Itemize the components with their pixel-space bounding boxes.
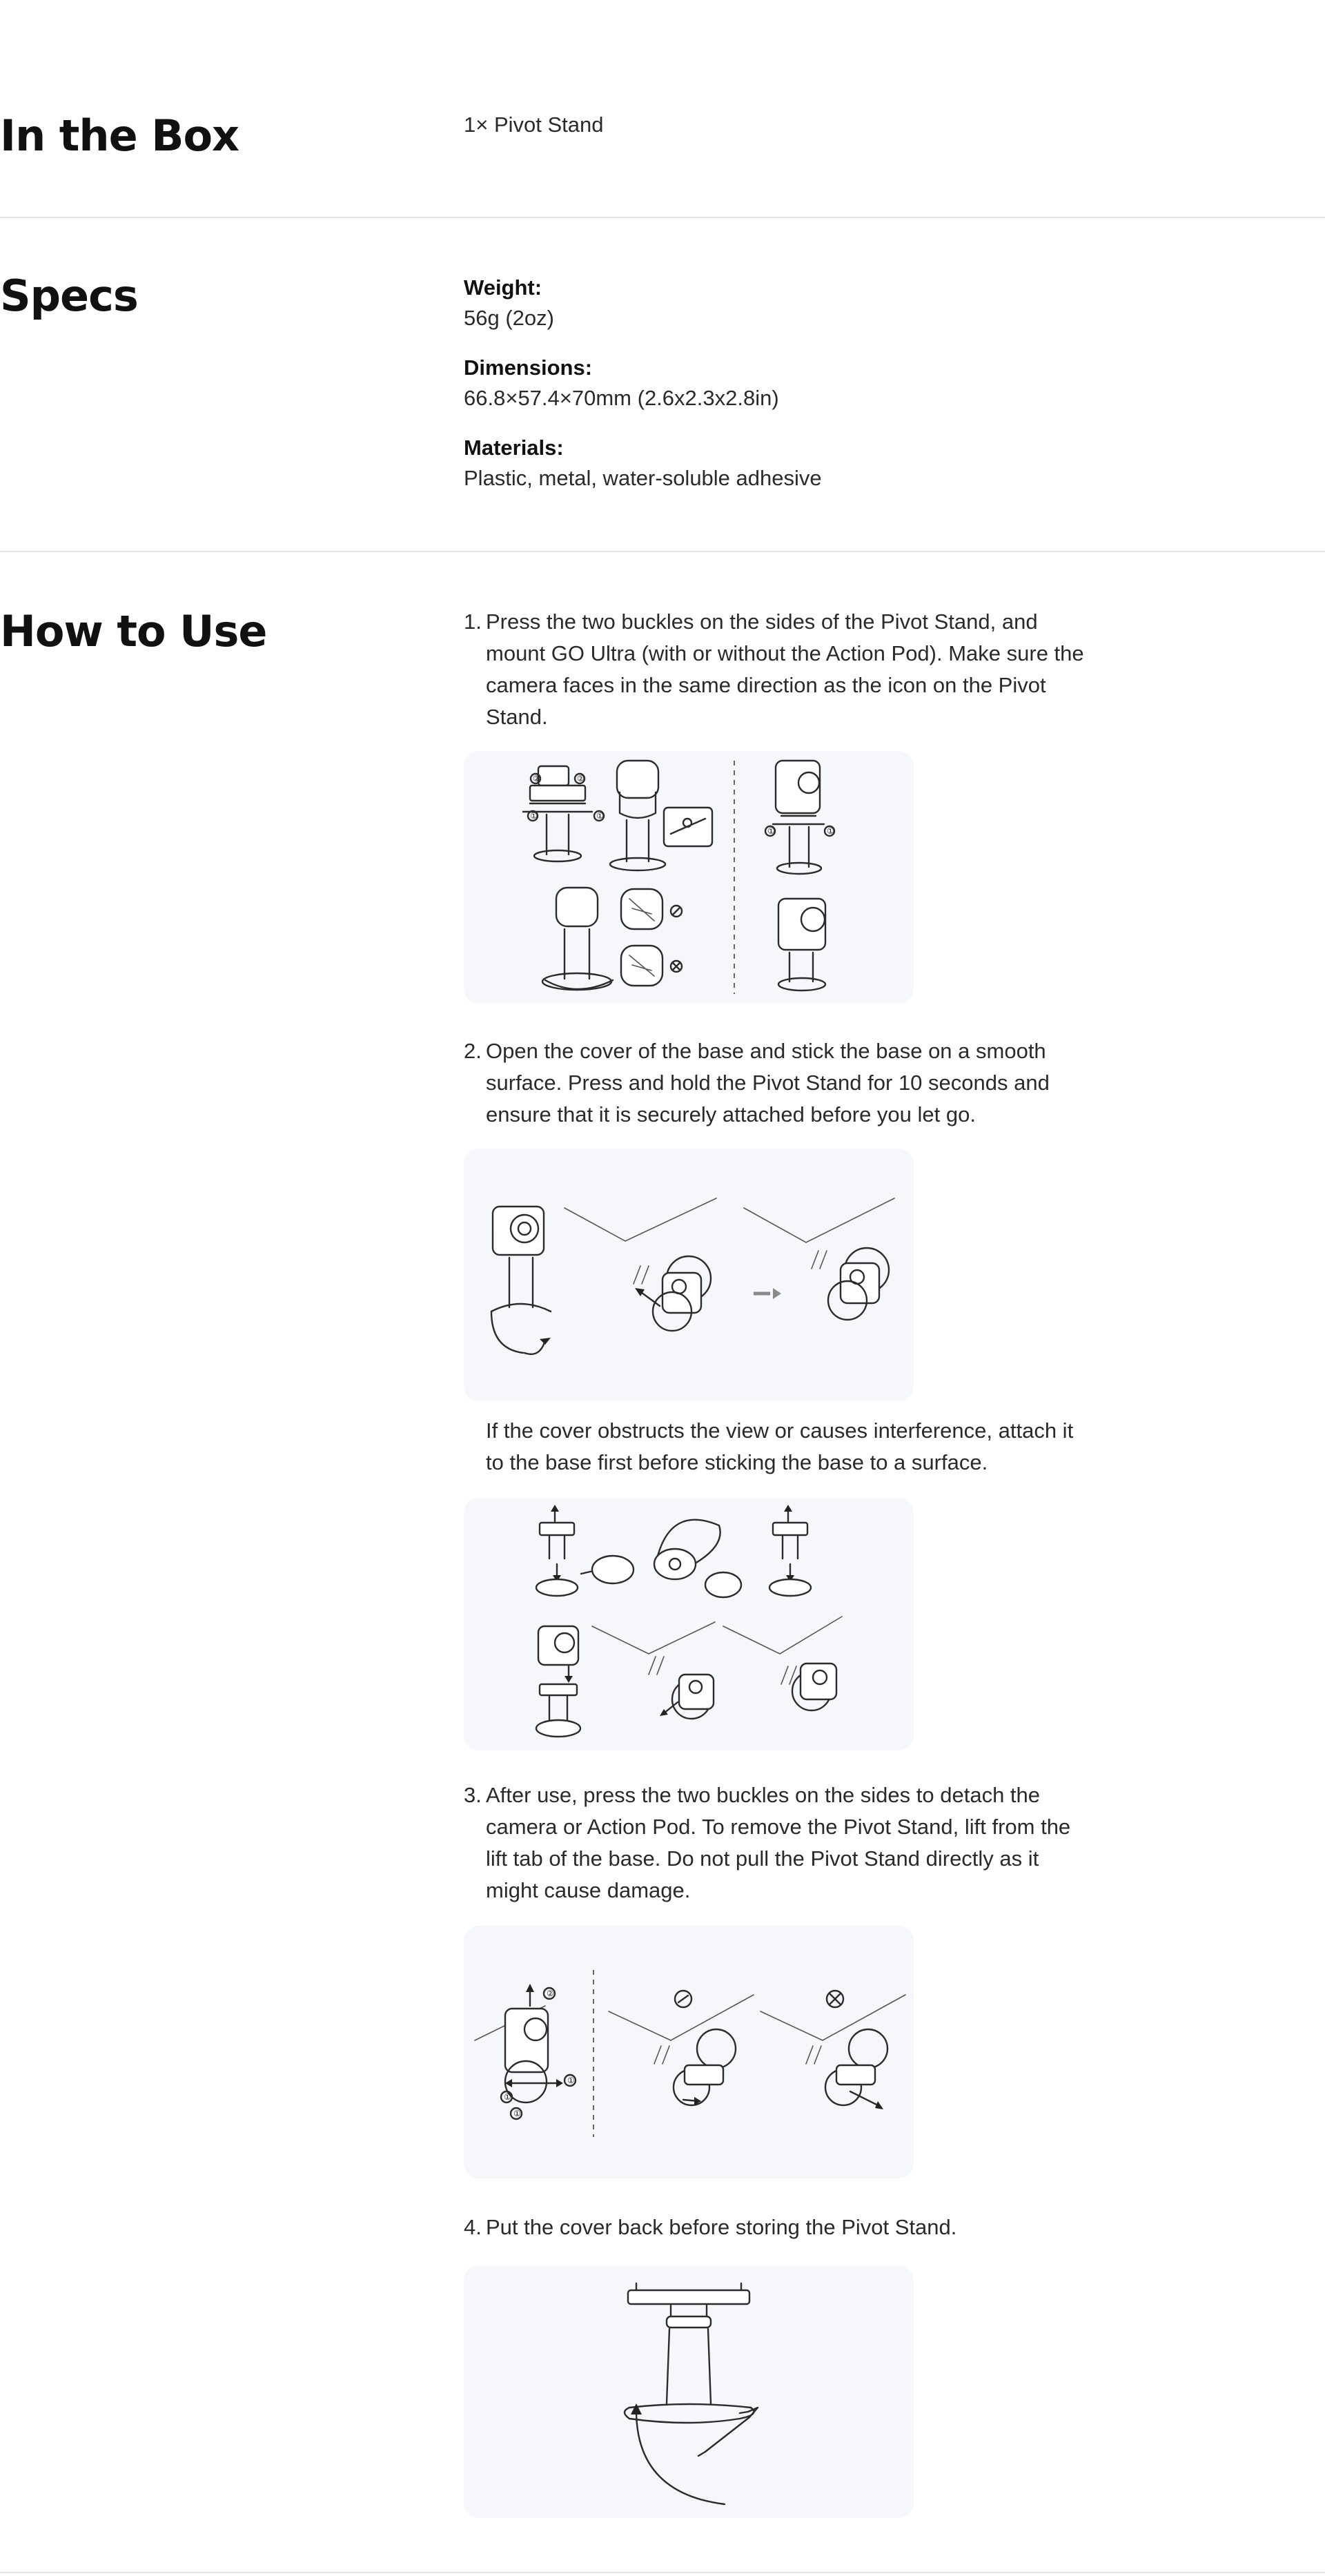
- spec-value: 66.8×57.4×70mm (2.6x2.3x2.8in): [464, 386, 779, 410]
- pivot-stand-mount-diagram: [464, 751, 914, 1004]
- step-text: Put the cover back before storing the Pivot Stand.: [486, 2215, 957, 2239]
- callout-1: ①: [530, 811, 538, 821]
- cover-attach-diagram: [464, 1498, 914, 1750]
- step-number: 4.: [464, 2215, 482, 2239]
- step-2: [464, 1035, 1085, 1131]
- spec-weight: [464, 273, 554, 334]
- step-text: If the cover obstructs the view or causes interference, attach it to the base first before sticking the base to a surface.: [486, 1418, 1074, 1474]
- specs-title: Specs: [0, 271, 138, 321]
- step-4-illustration: [464, 2265, 914, 2518]
- spec-materials: [464, 433, 1085, 494]
- spec-value: 56g (2oz): [464, 306, 554, 330]
- spec-dimensions: [464, 353, 1085, 414]
- step-2-note: [464, 1415, 1085, 1479]
- step-text: After use, press the two buckles on the sides to detach the camera or Action Pod. To remove the Pivot Stand, lift from the lift tab of the base. Do not pull the Pivot Stand directly as it might cause damage.: [486, 1783, 1071, 1902]
- step-1: [464, 606, 1085, 733]
- step-2-note-illustration: [464, 1498, 914, 1750]
- step-3-illustration: [464, 1926, 914, 2178]
- how-to-use-title: How to Use: [0, 606, 267, 656]
- how-to-use-steps: [464, 606, 1085, 2573]
- in-the-box-section: [0, 0, 1325, 218]
- in-the-box-item: 1× Pivot Stand: [464, 113, 604, 137]
- callout-1: ①: [567, 2076, 575, 2085]
- callout-1: ①: [827, 826, 834, 836]
- callout-1: ①: [767, 826, 775, 836]
- callout-1: ①: [513, 2109, 521, 2118]
- step-4: [464, 2212, 1085, 2243]
- callout-1: ①: [504, 2092, 511, 2102]
- spec-label: Dimensions:: [464, 355, 593, 380]
- spec-label: Weight:: [464, 275, 542, 300]
- step-number: 1.: [464, 609, 482, 634]
- spec-value: Plastic, metal, water-soluble adhesive: [464, 466, 822, 490]
- how-to-use-section: [0, 552, 1325, 2576]
- callout-1: ①: [596, 811, 604, 821]
- step-2-illustration: [464, 1149, 914, 1401]
- in-the-box-title: In the Box: [0, 110, 239, 161]
- callout-2: ②: [547, 1989, 554, 1998]
- cover-back-diagram: [464, 2265, 914, 2518]
- callout-2: ②: [533, 774, 540, 783]
- step-3: [464, 1779, 1085, 1906]
- section-divider: [0, 2572, 1325, 2573]
- step-text: Press the two buckles on the sides of the Pivot Stand, and mount GO Ultra (with or without the Action Pod). Make sure the camera faces in the same direction as the icon on the Pivot Stand.: [486, 609, 1084, 729]
- callout-2: ②: [577, 774, 585, 783]
- step-text: Open the cover of the base and stick the base on a smooth surface. Press and hold the Pivot Stand for 10 seconds and ensure that it is securely attached before you let go.: [486, 1039, 1050, 1126]
- step-1-illustration: [464, 751, 914, 1004]
- base-stick-diagram: [464, 1149, 914, 1401]
- spec-label: Materials:: [464, 436, 564, 460]
- step-number: 3.: [464, 1783, 482, 1807]
- detach-diagram: [464, 1926, 914, 2178]
- specs-section: [0, 218, 1325, 552]
- step-number: 2.: [464, 1039, 482, 1063]
